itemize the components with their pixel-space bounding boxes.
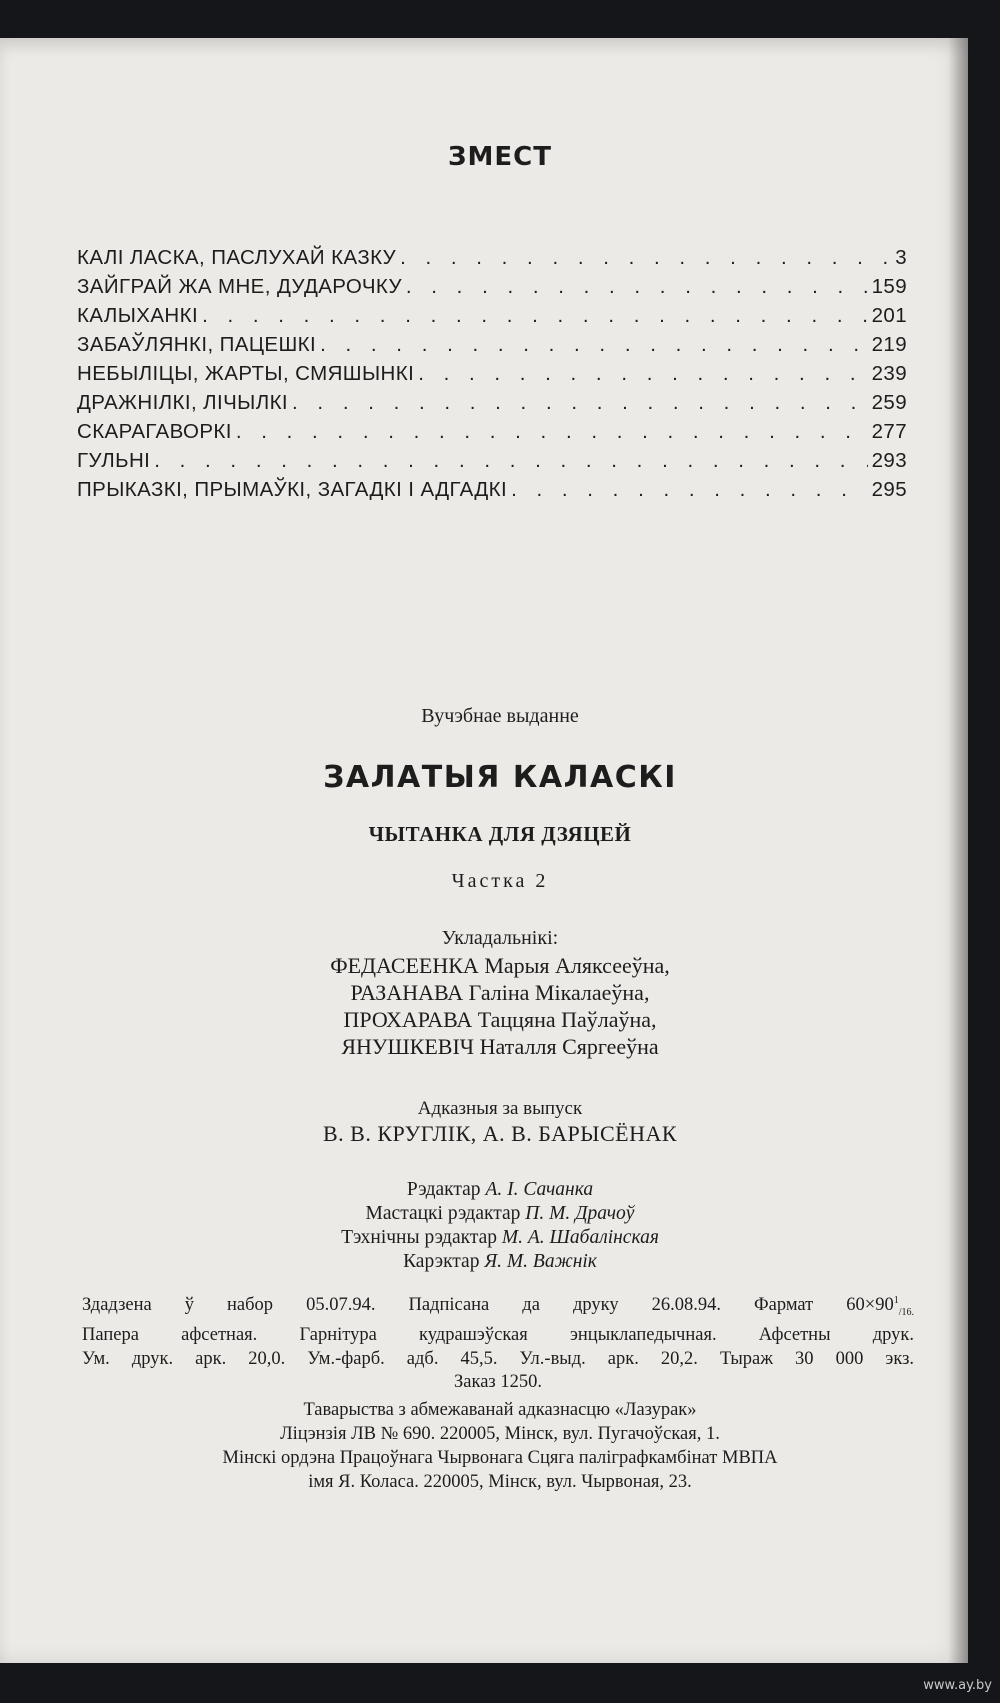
toc-entry-page: 219 xyxy=(871,333,907,356)
toc-leader-dots xyxy=(292,391,868,415)
toc-entry xyxy=(77,246,907,275)
publisher-line: Ліцэнзія ЛВ № 690. 220005, Мінск, вул. Пугачоўская, 1. xyxy=(280,1424,720,1444)
staff-line: Мастацкі рэдактар П. М. Драчоў xyxy=(365,1203,635,1224)
responsible-label: Адказныя за выпуск xyxy=(417,1098,583,1119)
compiler-name: РАЗАНАВА Галіна Мікалаеўна, xyxy=(350,980,650,1005)
compiler-name: ПРОХАРАВА Таццяна Паўлаўна, xyxy=(343,1007,657,1032)
toc-entry-title: ГУЛЬНІ xyxy=(77,449,151,472)
toc-leader-dots xyxy=(236,420,868,444)
compiler-name: ФЕДАСЕЕНКА Марыя Аляксееўна, xyxy=(330,953,670,978)
imprint-line: Здадзена ў набор 05.07.94. Падпісана да друку 26.08.94. Фармат $60\times 90^1_{/16.}$ xyxy=(82,1295,914,1318)
toc-entry-title: ЗАЙГРАЙ ЖА МНЕ, ДУДАРОЧКУ xyxy=(77,275,402,298)
toc-entry-title: КАЛІ ЛАСКА, ПАСЛУХАЙ КАЗКУ xyxy=(77,246,397,269)
imprint-line: Папера афсетная. Гарнітура кудрашэўская энцыклапедычная. Афсетны друк. xyxy=(82,1325,914,1346)
toc-entry xyxy=(77,449,907,478)
toc-entry xyxy=(77,275,907,304)
toc-entry xyxy=(77,362,907,391)
imprint-block xyxy=(82,1289,914,1395)
compiler-name: ЯНУШКЕВІЧ Наталля Сяргееўна xyxy=(341,1034,659,1059)
toc-entry xyxy=(77,391,907,420)
staff-line: Тэхнічны рэдактар М. А. Шабалінская xyxy=(341,1227,659,1248)
imprint-line: Заказ 1250. xyxy=(454,1372,542,1393)
imprint-line: Ум. друк. арк. 20,0. Ум.-фарб. адб. 45,5. Ул.-выд. арк. 20,2. Тыраж 30 000 экз. xyxy=(82,1348,914,1369)
toc-entry-title: ЗАБАЎЛЯНКІ, ПАЦЕШКІ xyxy=(77,333,317,356)
compilers-label: Укладальнікі: xyxy=(441,927,559,949)
book-part: Частка 2 xyxy=(451,870,549,892)
toc-leader-dots xyxy=(418,362,867,386)
toc-leader-dots xyxy=(406,275,868,299)
toc-entry-page: 159 xyxy=(871,275,907,298)
responsible-names: В. В. КРУГЛІК, А. В. БАРЫСЁНАК xyxy=(322,1121,678,1146)
watermark: www.ay.by xyxy=(923,1678,992,1693)
staff-line: Карэктар Я. М. Важнік xyxy=(403,1251,597,1272)
toc-entry xyxy=(77,420,907,449)
staff-line: Рэдактар А. І. Сачанка xyxy=(406,1179,594,1200)
publisher-line: Мінскі ордэна Працоўнага Чырвонага Сцяга паліграфкамбінат МВПА xyxy=(222,1448,778,1468)
publisher-line: Таварыства з абмежаванай адказнасцю «Лазурак» xyxy=(303,1400,697,1420)
toc-entry-title: КАЛЫХАНКІ xyxy=(77,304,199,327)
toc-leader-dots xyxy=(511,478,867,502)
toc-entry-title: НЕБЫЛІЦЫ, ЖАРТЫ, СМЯШЫНКІ xyxy=(77,362,415,385)
toc-leader-dots xyxy=(202,304,868,328)
toc-entry-title: СКАРАГАВОРКІ xyxy=(77,420,232,443)
toc-leader-dots xyxy=(320,333,867,357)
toc-leader-dots xyxy=(400,246,891,270)
toc-entry-title: ПРЫКАЗКІ, ПРЫМАЎКІ, ЗАГАДКІ І АДГАДКІ xyxy=(77,478,508,501)
toc-entry xyxy=(77,478,907,507)
toc-entry xyxy=(77,333,907,362)
toc-leader-dots xyxy=(154,449,867,473)
toc-heading: ЗМЕСТ xyxy=(448,142,552,172)
toc-entry-page: 295 xyxy=(871,478,907,501)
toc-entry-page: 277 xyxy=(871,420,907,443)
publisher-line: імя Я. Коласа. 220005, Мінск, вул. Чырвоная, 23. xyxy=(308,1472,692,1492)
compilers-block xyxy=(0,925,1000,1060)
toc-entry-title: ДРАЖНІЛКІ, ЛІЧЫЛКІ xyxy=(77,391,289,414)
staff-block xyxy=(0,1178,1000,1274)
toc-entry-page: 259 xyxy=(871,391,907,414)
toc-entry-page: 201 xyxy=(871,304,907,327)
table-of-contents xyxy=(77,246,907,507)
toc-entry-page: 239 xyxy=(871,362,907,385)
toc-entry xyxy=(77,304,907,333)
publisher-block xyxy=(0,1398,1000,1494)
book-subtitle: ЧЫТАНКА ДЛЯ ДЗЯЦЕЙ xyxy=(368,822,632,846)
toc-entry-page: 3 xyxy=(895,246,907,269)
edition-type: Вучэбнае выданне xyxy=(421,705,579,727)
book-title: ЗАЛАТЫЯ КАЛАСКІ xyxy=(323,760,677,795)
toc-entry-page: 293 xyxy=(871,449,907,472)
